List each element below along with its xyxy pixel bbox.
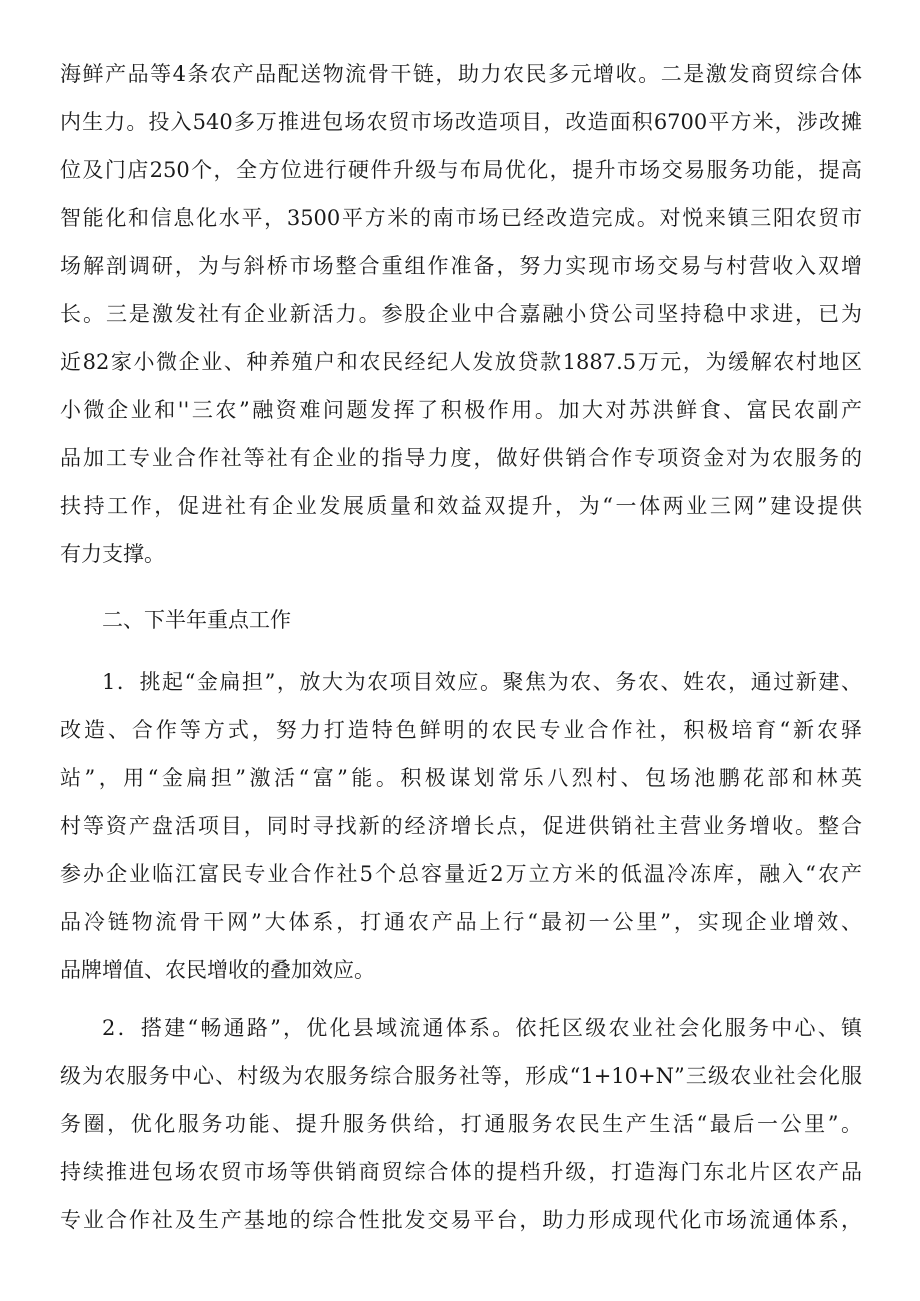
text-line: 内生力。投入540多万推进包场农贸市场改造项目，改造面积6700平方米，涉改摊: [60, 110, 862, 134]
text-line: 长。三是激发社有企业新活力。参股企业中合嘉融小贷公司坚持稳中求进，已为: [60, 302, 862, 326]
text-line: 小微企业和''三农”融资难问题发挥了积极作用。加大对苏洪鲜食、富民农副产: [60, 398, 862, 422]
text-line: 2．搭建“畅通路”，优化县域流通体系。依托区级农业社会化服务中心、镇: [102, 1016, 862, 1040]
text-line: 1．挑起“金扁担”，放大为农项目效应。聚焦为农、务农、姓农，通过新建、: [102, 670, 862, 694]
text-line: 持续推进包场农贸市场等供销商贸综合体的提档升级，打造海门东北片区农产品: [60, 1160, 862, 1184]
text-line: 品加工专业合作社等社有企业的指导力度，做好供销合作专项资金对为农服务的: [60, 446, 862, 470]
text-line: 村等资产盘活项目，同时寻找新的经济增长点，促进供销社主营业务增收。整合: [60, 814, 862, 838]
text-line: 改造、合作等方式，努力打造特色鲜明的农民专业合作社，积极培育“新农驿: [60, 718, 862, 742]
paragraph-1: [60, 50, 862, 578]
text-line: 品牌增值、农民增收的叠加效应。: [60, 958, 375, 982]
text-line: 参办企业临江富民专业合作社5个总容量近2万立方米的低温冷冻库，融入“农产: [60, 862, 862, 886]
text-line: 位及门店250个，全方位进行硬件升级与布局优化，提升市场交易服务功能，提高: [60, 158, 862, 182]
text-line: 智能化和信息化水平，3500平方米的南市场已经改造完成。对悦来镇三阳农贸市: [60, 206, 862, 230]
text-line: 有力支撑。: [60, 542, 165, 566]
text-line: 专业合作社及生产基地的综合性批发交易平台，助力形成现代化市场流通体系，: [60, 1208, 862, 1232]
text-line: 站”，用“金扁担”激活“富”能。积极谋划常乐八烈村、包场池鹏花部和林英: [60, 766, 862, 790]
paragraph-2: [60, 658, 862, 994]
text-line: 务圈，优化服务功能、提升服务供给，打通服务农民生产生活“最后一公里”。: [60, 1112, 862, 1136]
text-line: 海鲜产品等4条农产品配送物流骨干链，助力农民多元增收。二是激发商贸综合体: [60, 62, 862, 86]
text-line: 场解剖调研，为与斜桥市场整合重组作准备，努力实现市场交易与村营收入双增: [60, 254, 862, 278]
text-line: 近82家小微企业、种养殖户和农民经纪人发放贷款1887.5万元，为缓解农村地区: [60, 350, 862, 374]
section-heading: 二、下半年重点工作: [102, 608, 291, 632]
text-line: 扶持工作，促进社有企业发展质量和效益双提升，为“一体两业三网”建设提供: [60, 494, 862, 518]
text-line: 级为农服务中心、村级为农服务综合服务社等，形成“1+10+N”三级农业社会化服: [60, 1064, 862, 1088]
paragraph-3: [60, 1004, 862, 1244]
text-line: 品冷链物流骨干网”大体系，打通农产品上行“最初一公里”，实现企业增效、: [60, 910, 862, 934]
